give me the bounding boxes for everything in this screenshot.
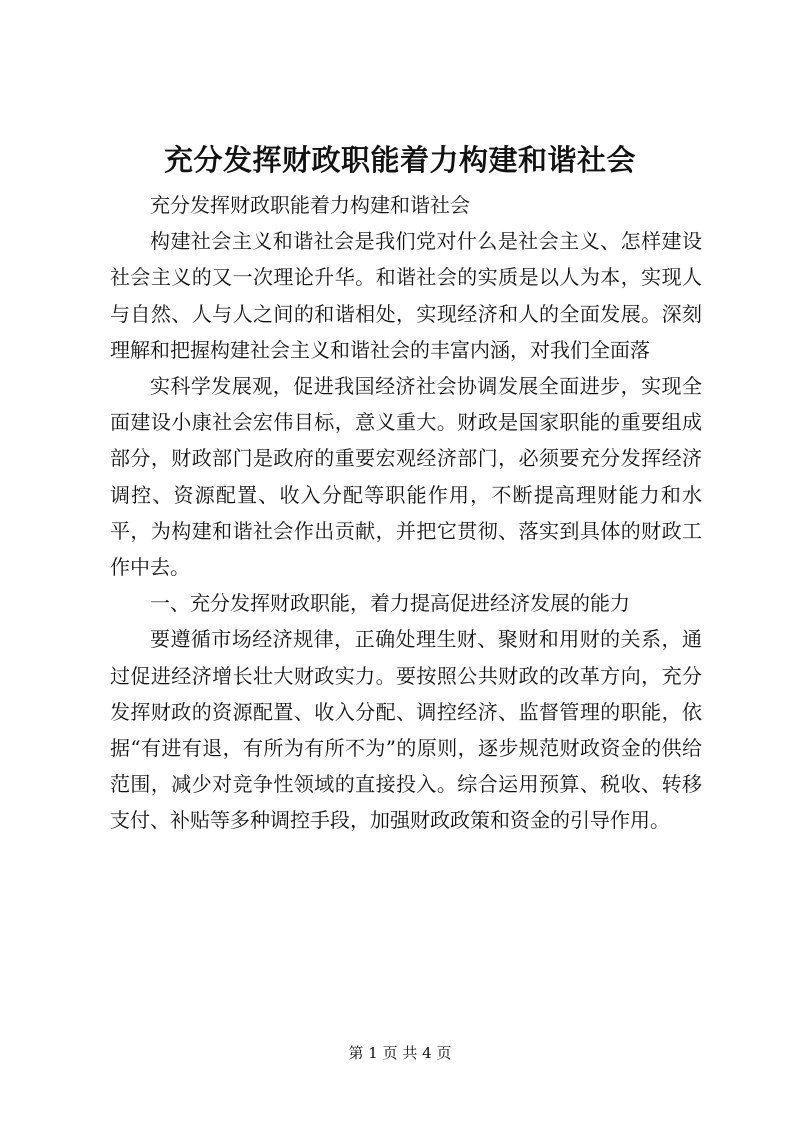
document-body: [110, 187, 702, 839]
section-heading: 一、充分发挥财政职能，着力提高促进经济发展的能力: [150, 591, 630, 616]
body-paragraph: 实科学发展观，促进我国经济社会协调发展全面进步，实现全面建设小康社会宏伟目标，意义重大。财政是国家职能的重要组成部分，财政部门是政府的重要宏观经济部门，必须要充分发挥经济调控、资源配置、收入分配等职能作用，不断提高理财能力和水平，为构建和谐社会作出贡献，并把它贯彻、落实到具体的财政工作中去。: [110, 374, 702, 580]
document-title: 充分发挥财政职能着力构建和谐社会: [163, 143, 636, 177]
body-paragraph: 构建社会主义和谐社会是我们党对什么是社会主义、怎样建设社会主义的又一次理论升华。和谐社会的实质是以人为本，实现人与自然、人与人之间的和谐相处，实现经济和人的全面发展。深刻理解和把握构建社会主义和谐社会的丰富内涵，对我们全面落: [110, 229, 702, 362]
page-number-footer: 第 1 页 共 4 页: [348, 1044, 452, 1062]
subtitle-paragraph: 充分发挥财政职能着力构建和谐社会: [150, 193, 470, 217]
body-paragraph: 要遵循市场经济规律，正确处理生财、聚财和用财的关系，通过促进经济增长壮大财政实力。要按照公共财政的改革方向，充分发挥财政的资源配置、收入分配、调控经济、监督管理的职能，依据“有进有退，有所为有所不为”的原则，逐步规范财政资金的供给范围，减少对竞争性领域的直接投入。综合运用预算、税收、转移支付、补贴等多种调控手段，加强财政政策和资金的引导作用。: [110, 627, 702, 833]
